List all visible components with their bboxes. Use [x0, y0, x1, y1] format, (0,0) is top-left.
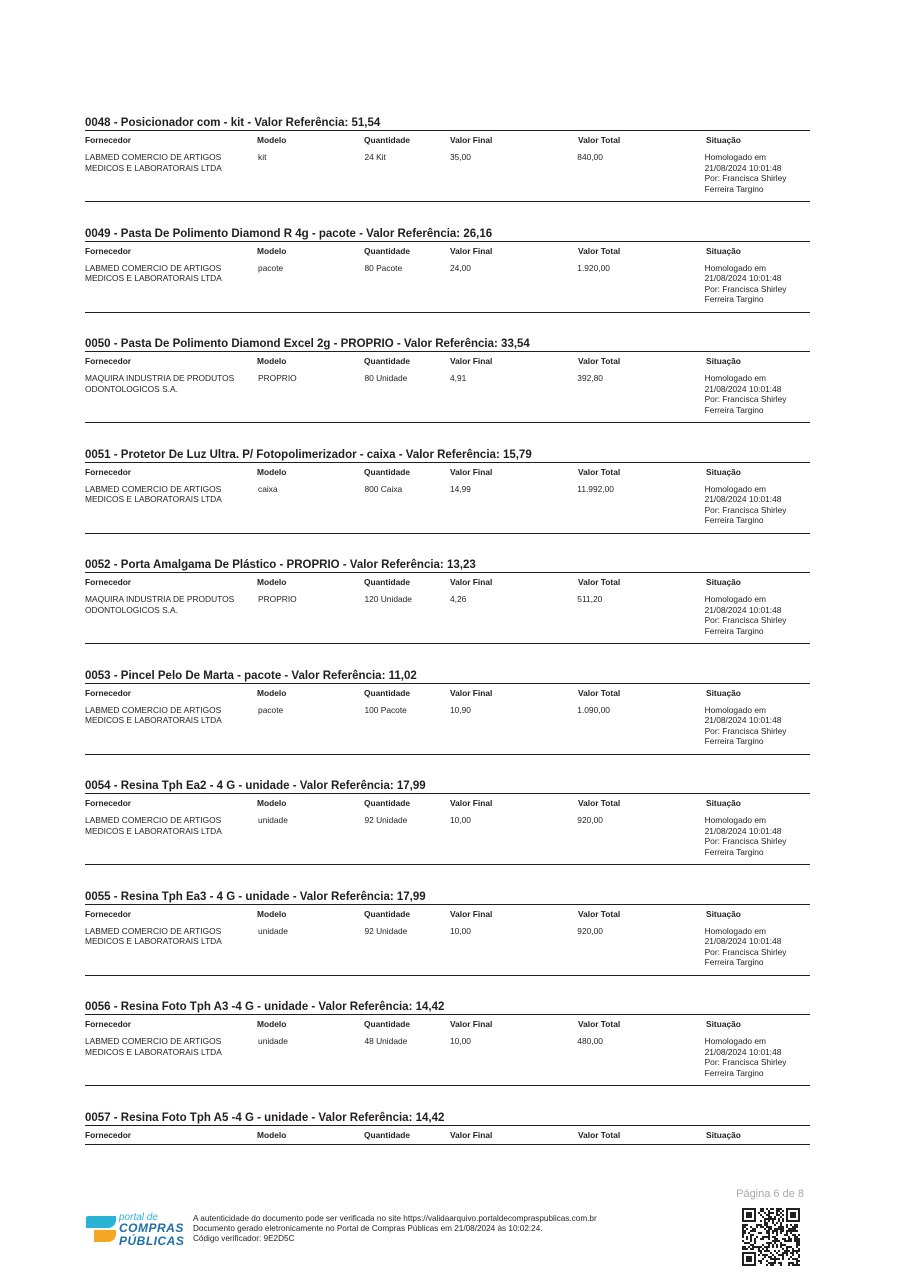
cell-valor-final: 4,91	[449, 373, 467, 383]
header-valor-final: Valor Final	[450, 135, 493, 145]
item-title: 0057 - Resina Foto Tph A5 -4 G - unidade - Valor Referência: 14,42	[85, 1110, 810, 1126]
cell-situacao	[705, 705, 810, 756]
cell-line: Homologado em	[704, 925, 767, 936]
item-title: 0053 - Pincel Pelo De Marta - pacote - Valor Referência: 11,02	[85, 668, 810, 684]
header-situacao: Situação	[706, 356, 741, 366]
header-quantidade: Quantidade	[364, 1129, 411, 1140]
cell-line: ODONTOLOGICOS S.A.	[85, 604, 178, 615]
cell-line: 21/08/2024 10:01:48	[704, 604, 782, 615]
cell-fornecedor	[85, 926, 258, 977]
cell-fornecedor	[85, 815, 258, 866]
header-situacao: Situação	[706, 687, 741, 698]
cell-line: Por: Francisca Shirley	[704, 394, 787, 404]
item-title: 0056 - Resina Foto Tph A3 -4 G - unidade - Valor Referência: 14,42	[85, 999, 810, 1015]
cell-line: LABMED COMERCIO DE ARTIGOS	[85, 1036, 222, 1046]
cell-line: Por: Francisca Shirley	[704, 946, 787, 957]
cell-valor-total: 920,00	[577, 815, 603, 825]
header-valor-final: Valor Final	[450, 356, 493, 366]
header-valor-total: Valor Total	[578, 245, 621, 256]
cell-line: MEDICOS E LABORATORAIS LTDA	[85, 273, 222, 283]
header-valor-final: Valor Final	[450, 245, 493, 256]
cell-modelo: unidade	[258, 815, 288, 825]
cell-fornecedor	[85, 152, 258, 203]
item-title: 0050 - Pasta De Polimento Diamond Excel 2g - PROPRIO - Valor Referência: 33,54	[85, 336, 810, 352]
table-header	[85, 573, 810, 591]
header-fornecedor: Fornecedor	[85, 1129, 132, 1140]
item-block	[85, 336, 810, 447]
logo-mark-icon	[86, 1216, 116, 1246]
cell-line: Ferreira Targino	[704, 1067, 764, 1078]
cell-line: Homologado em	[704, 594, 767, 604]
header-fornecedor: Fornecedor	[85, 356, 132, 366]
page-number: Página 6 de 8	[736, 1188, 804, 1200]
cell-line: Homologado em	[704, 373, 767, 383]
cell-line: 21/08/2024 10:01:48	[704, 273, 782, 283]
header-quantidade: Quantidade	[364, 577, 411, 587]
table-header	[85, 463, 810, 481]
item-divider	[85, 1085, 810, 1086]
header-quantidade: Quantidade	[364, 1019, 411, 1029]
header-modelo: Modelo	[257, 1019, 287, 1029]
header-valor-total: Valor Total	[578, 687, 621, 698]
cell-line: LABMED COMERCIO DE ARTIGOS	[85, 262, 222, 273]
cell-modelo: PROPRIO	[258, 373, 297, 383]
header-quantidade: Quantidade	[364, 135, 411, 145]
cell-valor-total: 11.992,00	[577, 483, 614, 494]
cell-valor-final: 14,99	[449, 483, 471, 494]
header-modelo: Modelo	[257, 356, 287, 366]
cell-line: Ferreira Targino	[704, 183, 764, 194]
cell-situacao	[705, 373, 810, 424]
table-header	[85, 1015, 810, 1033]
item-title: 0049 - Pasta De Polimento Diamond R 4g - pacote - Valor Referência: 26,16	[85, 226, 810, 242]
cell-line: Homologado em	[704, 262, 767, 273]
cell-valor-final: 10,00	[449, 925, 471, 936]
cell-fornecedor	[85, 484, 258, 535]
cell-valor-final: 24,00	[449, 262, 471, 273]
cell-line: 21/08/2024 10:01:48	[704, 1046, 782, 1057]
cell-situacao	[705, 926, 810, 977]
cell-quantidade: 24 Kit	[364, 152, 386, 162]
header-fornecedor: Fornecedor	[85, 908, 132, 919]
header-situacao: Situação	[706, 908, 741, 919]
cell-valor-total: 511,20	[577, 594, 603, 604]
cell-line: MEDICOS E LABORATORAIS LTDA	[85, 715, 222, 725]
header-valor-final: Valor Final	[450, 798, 493, 808]
cell-line: Ferreira Targino	[704, 957, 764, 967]
cell-line: MEDICOS E LABORATORAIS LTDA	[85, 494, 222, 504]
item-divider	[85, 754, 810, 755]
header-modelo: Modelo	[257, 908, 287, 919]
cell-valor-final: 4,26	[449, 594, 467, 604]
cell-line: MAQUIRA INDUSTRIA DE PRODUTOS	[85, 594, 235, 604]
header-quantidade: Quantidade	[364, 908, 411, 919]
header-modelo: Modelo	[257, 577, 287, 587]
item-block	[85, 668, 810, 779]
table-row	[85, 812, 810, 866]
cell-line: ODONTOLOGICOS S.A.	[85, 383, 178, 394]
item-title: 0051 - Protetor De Luz Ultra. P/ Fotopolimerizador - caixa - Valor Referência: 15,79	[85, 447, 810, 463]
cell-valor-total: 1.090,00	[577, 704, 610, 715]
header-valor-final: Valor Final	[450, 1129, 493, 1140]
table-header	[85, 352, 810, 370]
cell-fornecedor	[85, 1036, 258, 1087]
header-modelo: Modelo	[257, 466, 287, 477]
item-block	[85, 1110, 810, 1221]
item-title: 0052 - Porta Amalgama De Plástico - PROPRIO - Valor Referência: 13,23	[85, 557, 810, 573]
cell-line: MAQUIRA INDUSTRIA DE PRODUTOS	[85, 373, 235, 383]
cell-line: MEDICOS E LABORATORAIS LTDA	[85, 936, 222, 946]
header-quantidade: Quantidade	[364, 798, 411, 808]
header-valor-final: Valor Final	[450, 466, 493, 477]
cell-line: LABMED COMERCIO DE ARTIGOS	[85, 815, 222, 825]
cell-valor-total: 1.920,00	[577, 262, 610, 273]
footer-line-code: Código verificador: 9E2D5C	[193, 1234, 295, 1243]
item-block	[85, 778, 810, 889]
table-header	[85, 794, 810, 812]
item-block	[85, 226, 810, 337]
header-valor-total: Valor Total	[578, 908, 621, 919]
cell-quantidade: 48 Unidade	[364, 1036, 408, 1046]
footer	[0, 1208, 900, 1268]
cell-line: LABMED COMERCIO DE ARTIGOS	[85, 925, 222, 936]
cell-valor-total: 920,00	[577, 925, 603, 936]
table-row	[85, 1033, 810, 1087]
item-title: 0054 - Resina Tph Ea2 - 4 G - unidade - Valor Referência: 17,99	[85, 778, 810, 794]
cell-situacao	[705, 263, 810, 314]
header-valor-final: Valor Final	[450, 1019, 493, 1029]
cell-line: Homologado em	[704, 704, 767, 715]
header-valor-total: Valor Total	[578, 1129, 621, 1140]
table-row	[85, 591, 810, 645]
cell-fornecedor	[85, 594, 258, 645]
cell-line: LABMED COMERCIO DE ARTIGOS	[85, 483, 222, 494]
cell-line: 21/08/2024 10:01:48	[704, 715, 782, 725]
cell-line: 21/08/2024 10:01:48	[704, 162, 782, 173]
logo-line2: COMPRAS	[119, 1221, 184, 1235]
table-row	[85, 149, 810, 203]
header-fornecedor: Fornecedor	[85, 798, 132, 808]
table-header	[85, 131, 810, 149]
cell-situacao	[705, 484, 810, 535]
table-row	[85, 481, 810, 535]
cell-quantidade: 80 Unidade	[364, 373, 408, 383]
cell-line: MEDICOS E LABORATORAIS LTDA	[85, 162, 222, 173]
header-quantidade: Quantidade	[364, 245, 411, 256]
cell-fornecedor	[85, 373, 258, 424]
cell-fornecedor	[85, 705, 258, 756]
cell-line: Homologado em	[704, 152, 767, 162]
cell-line: Por: Francisca Shirley	[704, 504, 787, 515]
header-valor-total: Valor Total	[578, 466, 621, 477]
cell-quantidade: 92 Unidade	[364, 925, 408, 936]
cell-line: 21/08/2024 10:01:48	[704, 936, 782, 946]
cell-valor-total: 392,80	[577, 373, 603, 383]
cell-valor-total: 480,00	[577, 1036, 603, 1046]
header-fornecedor: Fornecedor	[85, 466, 132, 477]
cell-line: Homologado em	[704, 1036, 767, 1046]
logo-line3: PÚBLICAS	[119, 1234, 185, 1248]
cell-line: 21/08/2024 10:01:48	[704, 383, 782, 394]
cell-line: Ferreira Targino	[704, 404, 764, 415]
cell-line: Por: Francisca Shirley	[704, 615, 787, 625]
table-header	[85, 242, 810, 260]
item-title: 0055 - Resina Tph Ea3 - 4 G - unidade - Valor Referência: 17,99	[85, 889, 810, 905]
cell-line: 21/08/2024 10:01:48	[704, 825, 782, 836]
cell-quantidade: 92 Unidade	[364, 815, 408, 825]
header-situacao: Situação	[706, 245, 741, 256]
header-situacao: Situação	[706, 1129, 741, 1140]
footer-line-generated: Documento gerado eletronicamente no Portal de Compras Públicas em 21/08/2024 às 10:02:24.	[193, 1224, 543, 1233]
item-block	[85, 999, 810, 1110]
cell-quantidade: 800 Caixa	[364, 483, 403, 494]
table-header	[85, 905, 810, 923]
item-divider	[85, 201, 810, 202]
cell-line: Ferreira Targino	[704, 846, 764, 857]
cell-line: Por: Francisca Shirley	[704, 725, 787, 736]
header-fornecedor: Fornecedor	[85, 245, 132, 256]
header-valor-total: Valor Total	[578, 356, 621, 366]
cell-situacao	[705, 1036, 810, 1087]
cell-line: LABMED COMERCIO DE ARTIGOS	[85, 152, 222, 162]
logo-line1: portal de	[119, 1212, 158, 1223]
cell-situacao	[705, 815, 810, 866]
cell-line: LABMED COMERCIO DE ARTIGOS	[85, 704, 222, 715]
item-divider	[85, 422, 810, 423]
item-block	[85, 557, 810, 668]
cell-line: Homologado em	[704, 815, 767, 825]
cell-quantidade: 80 Pacote	[364, 262, 403, 273]
header-valor-final: Valor Final	[450, 908, 493, 919]
cell-quantidade: 120 Unidade	[364, 594, 412, 604]
header-modelo: Modelo	[257, 1129, 287, 1140]
header-situacao: Situação	[706, 466, 741, 477]
table-header	[85, 1126, 810, 1144]
header-fornecedor: Fornecedor	[85, 1019, 132, 1029]
cell-modelo: kit	[258, 152, 267, 162]
header-valor-final: Valor Final	[450, 577, 493, 587]
header-fornecedor: Fornecedor	[85, 577, 132, 587]
header-valor-total: Valor Total	[578, 1019, 621, 1029]
table-row	[85, 702, 810, 756]
cell-line: Homologado em	[704, 483, 767, 494]
header-modelo: Modelo	[257, 135, 287, 145]
item-divider	[85, 312, 810, 313]
table-row	[85, 923, 810, 977]
portal-compras-publicas-logo	[86, 1212, 196, 1250]
header-modelo: Modelo	[257, 245, 287, 256]
cell-line: Por: Francisca Shirley	[704, 1057, 787, 1067]
header-modelo: Modelo	[257, 687, 287, 698]
cell-valor-final: 10,90	[449, 704, 471, 715]
items-list	[85, 115, 810, 1220]
footer-line-authenticity: A autenticidade do documento pode ser verificada no site https://validaarquivo.portaldecompraspublicas.com.br	[193, 1214, 597, 1223]
item-divider	[85, 975, 810, 976]
cell-situacao	[705, 594, 810, 645]
cell-valor-final: 10,00	[449, 1036, 471, 1046]
cell-valor-total: 840,00	[577, 152, 603, 162]
cell-line: 21/08/2024 10:01:48	[704, 494, 782, 504]
item-title: 0048 - Posicionador com - kit - Valor Referência: 51,54	[85, 115, 810, 131]
cell-modelo: PROPRIO	[258, 594, 297, 604]
table-row	[85, 370, 810, 424]
header-valor-final: Valor Final	[450, 687, 493, 698]
cell-modelo: unidade	[258, 1036, 288, 1046]
cell-valor-final: 35,00	[449, 152, 471, 162]
footer-text	[193, 1214, 597, 1244]
header-valor-total: Valor Total	[578, 135, 621, 145]
header-situacao: Situação	[706, 135, 741, 145]
item-block	[85, 889, 810, 1000]
header-quantidade: Quantidade	[364, 466, 411, 477]
cell-line: Por: Francisca Shirley	[704, 173, 787, 183]
cell-line: Ferreira Targino	[704, 736, 764, 746]
cell-line: Por: Francisca Shirley	[704, 836, 787, 846]
item-divider	[85, 643, 810, 644]
item-divider	[85, 864, 810, 865]
cell-situacao	[705, 152, 810, 203]
header-valor-total: Valor Total	[578, 577, 621, 587]
table-row	[85, 260, 810, 314]
header-situacao: Situação	[706, 1019, 741, 1029]
cell-quantidade: 100 Pacote	[364, 704, 407, 715]
table-header	[85, 684, 810, 702]
header-fornecedor: Fornecedor	[85, 135, 132, 145]
header-valor-total: Valor Total	[578, 798, 621, 808]
cell-modelo: unidade	[258, 925, 288, 936]
cell-line: Por: Francisca Shirley	[704, 283, 787, 294]
cell-line: MEDICOS E LABORATORAIS LTDA	[85, 825, 222, 836]
qr-code-icon	[742, 1208, 800, 1266]
item-divider	[85, 1144, 810, 1145]
cell-line: Ferreira Targino	[704, 515, 764, 525]
header-situacao: Situação	[706, 577, 741, 587]
cell-valor-final: 10,00	[449, 815, 471, 825]
cell-modelo: pacote	[258, 262, 284, 273]
header-fornecedor: Fornecedor	[85, 687, 132, 698]
item-block	[85, 447, 810, 558]
header-quantidade: Quantidade	[364, 356, 411, 366]
header-situacao: Situação	[706, 798, 741, 808]
cell-modelo: caixa	[258, 483, 278, 494]
cell-line: Ferreira Targino	[704, 625, 764, 636]
cell-modelo: pacote	[258, 704, 284, 715]
item-block	[85, 115, 810, 226]
cell-line: MEDICOS E LABORATORAIS LTDA	[85, 1046, 222, 1057]
cell-fornecedor	[85, 263, 258, 314]
header-modelo: Modelo	[257, 798, 287, 808]
item-divider	[85, 533, 810, 534]
header-quantidade: Quantidade	[364, 687, 411, 698]
cell-line: Ferreira Targino	[704, 294, 764, 304]
